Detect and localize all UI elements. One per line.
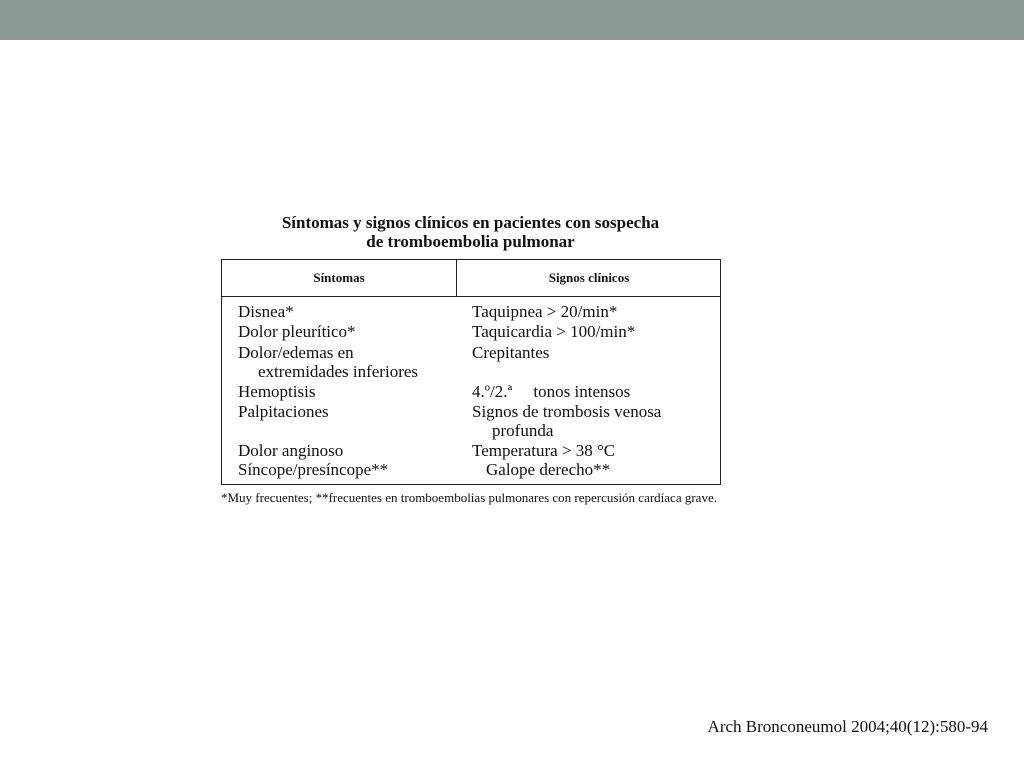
table-title-line-2: de tromboembolia pulmonar (366, 232, 575, 251)
symptom-cell: Disnea* (238, 302, 294, 321)
symptom-cell: Dolor/edemas en (238, 343, 354, 362)
symptom-cell: Palpitaciones (238, 402, 329, 421)
table-footnote: *Muy frecuentes; **frecuentes en tromboembolias pulmonares con repercusión cardíaca grave. (221, 490, 717, 505)
sign-cell: Temperatura > 38 °C (472, 441, 616, 460)
column-header-symptoms: Síntomas (313, 270, 365, 285)
table-title (220, 213, 721, 251)
sign-cell: Galope derecho** (486, 460, 611, 479)
citation: Arch Bronconeumol 2004;40(12):580-94 (707, 717, 988, 736)
symptom-cell: Hemoptisis (238, 382, 316, 401)
top-bar (0, 0, 1024, 40)
symptoms-signs-table (221, 259, 721, 485)
sign-cell: Signos de trombosis venosa (472, 402, 662, 421)
symptom-cell: Dolor pleurítico* (238, 322, 356, 341)
sign-cell: Taquipnea > 20/min* (472, 302, 618, 321)
sign-cell-continuation: profunda (492, 421, 554, 440)
table-title-line-1: Síntomas y signos clínicos en pacientes con sospecha (281, 213, 660, 232)
sign-cell: Taquicardia > 100/min* (472, 322, 636, 341)
sign-cell: Crepitantes (472, 343, 550, 362)
sign-cell: 4.º/2.ª tonos intensos (472, 382, 631, 401)
symptom-cell: Dolor anginoso (238, 441, 344, 460)
symptom-cell: Síncope/presíncope** (238, 460, 389, 479)
header-rule (222, 296, 720, 297)
column-header-signs: Signos clínicos (548, 270, 630, 285)
symptom-cell-continuation: extremidades inferiores (258, 362, 419, 381)
